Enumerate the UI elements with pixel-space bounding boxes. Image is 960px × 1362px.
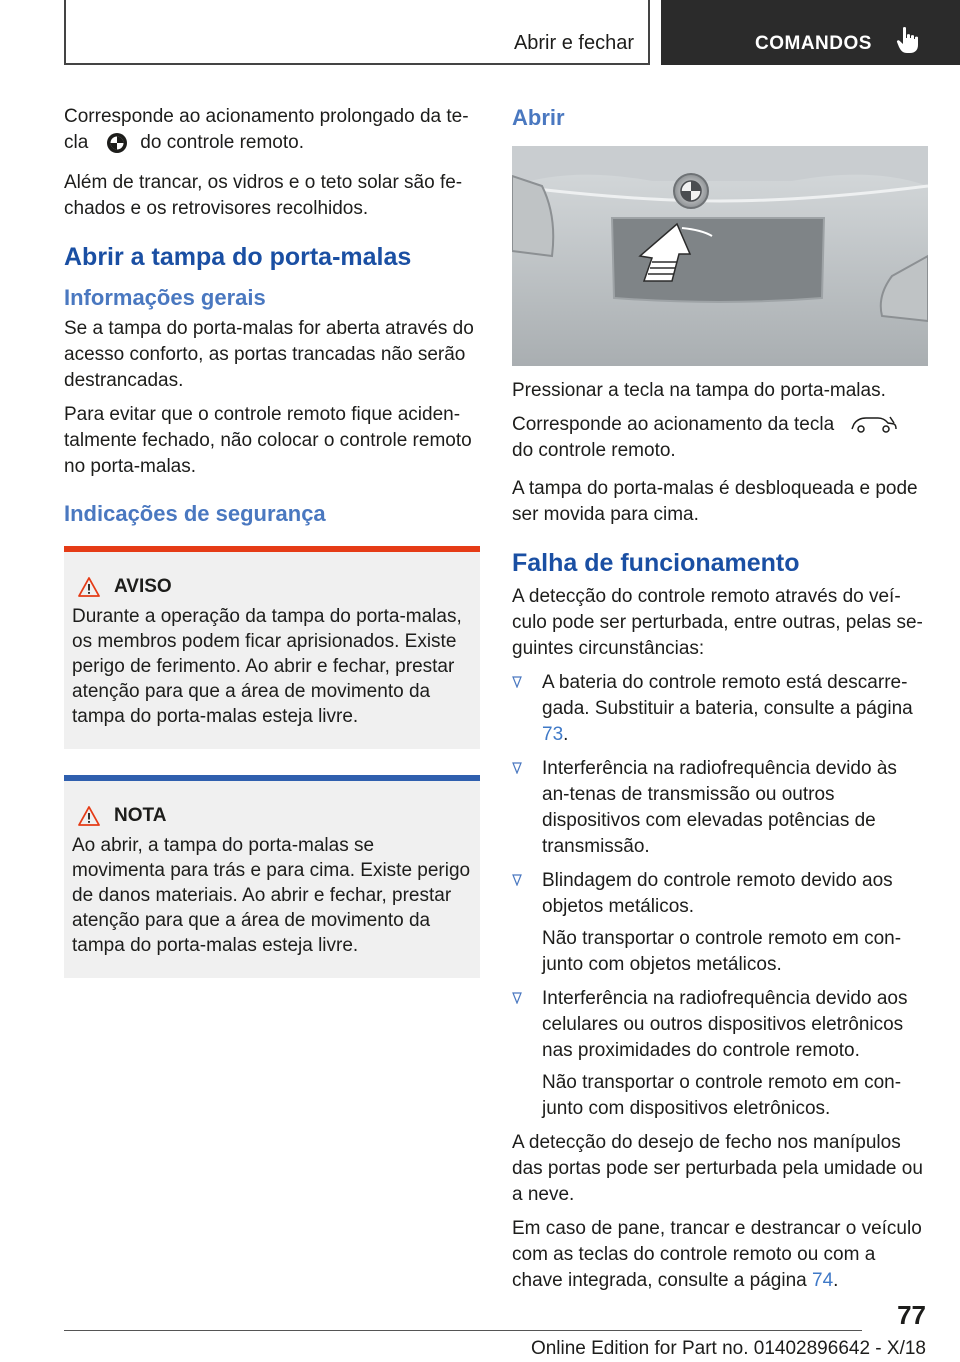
list-item: Interferência na radiofrequência devido às an-tenas de transmissão ou outros dispositivos com elevadas potências de transmissão.	[512, 756, 928, 860]
footer-divider	[64, 1330, 862, 1331]
trunk-unlocked-text: A tampa do porta-malas é desbloqueada e pode ser movida para cima.	[512, 478, 918, 525]
press-button-text: Pressionar a tecla na tampa do porta-malas.	[512, 380, 886, 401]
door-handle-detection-text: A detecção do desejo de fecho nos manípulos das portas pode ser perturbada pela umidade ou a neve.	[512, 1132, 923, 1205]
section-heading-open-trunk: Abrir a tampa do porta-malas	[64, 243, 412, 271]
subheading-open: Abrir	[512, 105, 565, 130]
warning-callout	[64, 546, 480, 749]
malfunction-intro-text: A detecção do controle remoto através do veí-culo pode ser perturbada, entre outras, pelas se-guintes circunstâncias:	[512, 586, 923, 659]
left-column	[64, 104, 480, 990]
notice-title: NOTA	[72, 803, 472, 829]
subheading-general-info: Informações gerais	[64, 285, 266, 310]
warning-title: AVISO	[72, 574, 472, 600]
bmw-logo-icon	[106, 132, 128, 154]
remote-long-press-text: Corresponde ao acionamento prolongado da te- cla do controle remoto.	[64, 106, 469, 153]
header-chapter-label: COMANDOS	[755, 33, 872, 54]
list-item: Interferência na radiofrequência devido aos celulares ou outros dispositivos eletrônicos nas proximidades do controle remoto. Não transportar o controle remoto em con-junto com dispositivos eletrônicos.	[512, 986, 928, 1122]
list-item: Blindagem do controle remoto devido aos objetos metálicos. Não transportar o controle remoto em con-junto com objetos metálicos.	[512, 868, 928, 978]
page-link-74[interactable]: 74	[812, 1270, 834, 1291]
windows-close-text: Além de trancar, os vidros e o teto solar são fe-chados e os retrovisores recolhidos.	[64, 172, 463, 219]
car-trunk-icon	[850, 414, 898, 436]
page-number: 77	[897, 1300, 926, 1330]
list-item-note: Não transportar o controle remoto em con-junto com objetos metálicos.	[542, 928, 902, 975]
subheading-safety: Indicações de segurança	[64, 501, 326, 526]
list-item-note: Não transportar o controle remoto em con-junto com dispositivos eletrônicos.	[542, 1072, 902, 1119]
header-chapter-tab	[661, 0, 960, 65]
right-column	[512, 104, 928, 1302]
notice-text: Ao abrir, a tampa do porta-malas se movimenta para trás e para cima. Existe perigo de danos materiais. Ao abrir e fechar, prestar atenção para que a área de movimento da tampa do porta-malas esteja livre.	[72, 835, 471, 956]
malfunction-list	[512, 670, 928, 1122]
trunk-button-photo	[512, 146, 928, 366]
page-link-73[interactable]: 73	[542, 724, 564, 745]
warning-text: Durante a operação da tampa do porta-malas, os membros podem ficar aprisionados. Existe perigo de ferimento. Ao abrir e fechar, prestar atenção para que a área de movimento da tampa do porta-malas esteja livre.	[72, 606, 462, 727]
bullet-triangle-icon	[512, 762, 522, 774]
notice-triangle-icon	[78, 806, 100, 826]
bullet-triangle-icon	[512, 992, 522, 1004]
remote-key-text: Corresponde ao acionamento da teclado controle remoto.	[512, 412, 928, 464]
header-section-title: Abrir e fechar	[513, 32, 634, 54]
pointing-hand-icon	[896, 26, 922, 54]
bullet-triangle-icon	[512, 676, 522, 688]
emergency-lock-text: Em caso de pane, trancar e destrancar o veículo com as teclas do controle remoto ou com a chave integrada, consulte a página 74.	[512, 1218, 922, 1291]
remote-in-trunk-text: Para evitar que o controle remoto fique aciden-talmente fechado, não colocar o controle remoto no porta-malas.	[64, 404, 472, 477]
section-heading-malfunction: Falha de funcionamento	[512, 549, 800, 577]
bullet-triangle-icon	[512, 874, 522, 886]
list-item: A bateria do controle remoto está descarre-gada. Substituir a bateria, consulte a página 73.	[512, 670, 928, 748]
footer-edition: Online Edition for Part no. 01402896642 - X/18	[530, 1338, 926, 1359]
warning-triangle-icon	[78, 577, 100, 597]
notice-callout	[64, 775, 480, 978]
comfort-access-text: Se a tampa do porta-malas for aberta através do acesso conforto, as portas trancadas não serão destrancadas.	[64, 318, 474, 391]
